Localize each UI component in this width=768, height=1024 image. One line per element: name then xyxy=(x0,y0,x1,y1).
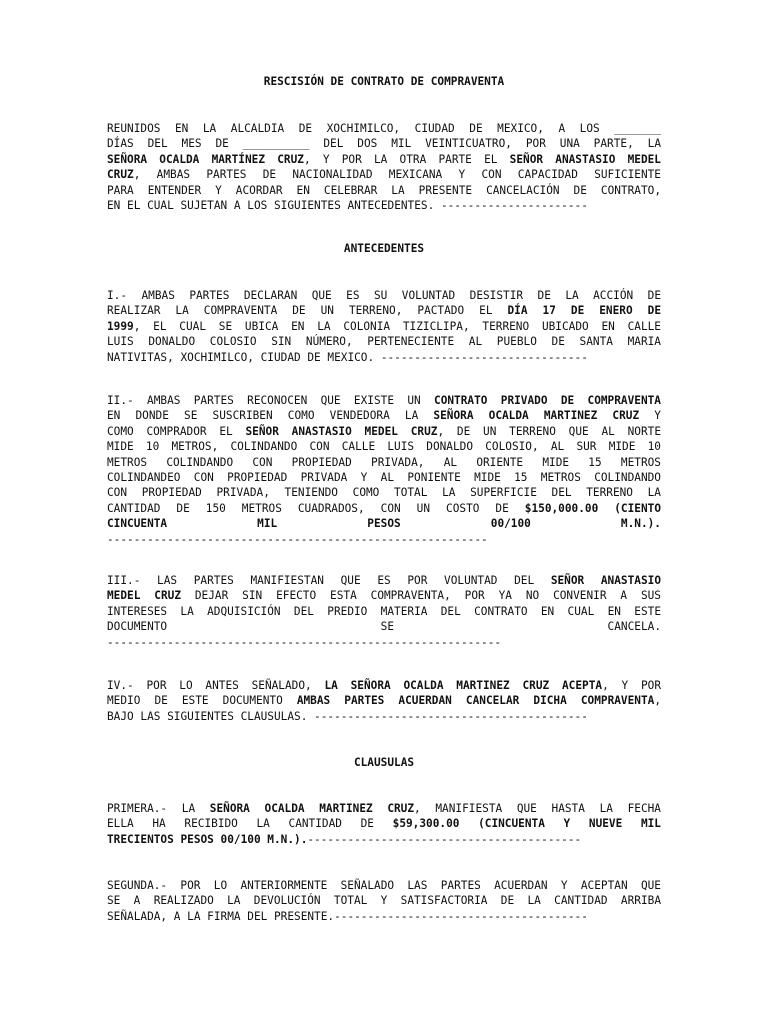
heading-antecedentes: ANTECEDENTES xyxy=(343,242,425,255)
text-run: MIDE 10 METROS, COLINDANDO CON CALLE LUIS DONALDO COLOSIO, AL SUR MIDE 10 xyxy=(107,440,661,454)
text-run: Y xyxy=(639,409,661,423)
paragraph-line xyxy=(107,198,661,213)
text-run: SEÑALADA, A LA FIRMA DEL PRESENTE.-------------------------------------- xyxy=(107,909,588,923)
bold-text: SEÑORA OCALDA MARTINEZ CRUZ xyxy=(433,409,640,423)
paragraph-line xyxy=(107,334,661,349)
text-run: I.- AMBAS PARTES DECLARAN QUE ES SU VOLUNTAD DESISTIR DE LA ACCIÓN DE xyxy=(107,289,661,302)
document-title: RESCISIÓN DE CONTRATO DE COMPRAVENTA xyxy=(263,75,505,88)
text-run: SEGUNDA.- POR LO ANTERIORMENTE SEÑALADO LAS PARTES ACUERDAN Y ACEPTAN QUE xyxy=(107,879,661,892)
paragraph-line xyxy=(107,288,661,303)
paragraph-line xyxy=(107,501,661,516)
text-run: IV.- POR LO ANTES SEÑALADO, xyxy=(107,679,325,692)
paragraph-line xyxy=(107,136,661,151)
bold-text: SEÑOR ANASTASIO MEDEL CRUZ xyxy=(245,424,438,438)
paragraph-line xyxy=(107,408,661,423)
clausula-segunda-paragraph xyxy=(107,878,661,924)
paragraph-line xyxy=(107,424,661,439)
text-run: , DE UN TERRENO QUE AL NORTE xyxy=(437,424,661,438)
paragraph-line xyxy=(107,455,661,470)
text-run: , xyxy=(654,694,662,708)
bold-text: AMBAS PARTES ACUERDAN CANCELAR DICHA COMPRAVENTA xyxy=(296,694,655,708)
paragraph-line xyxy=(107,878,661,893)
paragraph-line xyxy=(107,604,661,619)
paragraph-line xyxy=(107,439,661,454)
paragraph-line xyxy=(107,303,661,318)
paragraph-line xyxy=(107,573,661,588)
bold-text: SEÑOR ANASTASIO xyxy=(550,574,661,587)
bold-text: TRECIENTOS PESOS 00/100 M.N.). xyxy=(107,832,308,846)
heading-clausulas: CLAUSULAS xyxy=(353,756,415,769)
text-run: NATIVITAS, XOCHIMILCO, CIUDAD DE MEXICO. ------------------------------- xyxy=(107,350,588,364)
text-run: , Y POR LA OTRA PARTE EL xyxy=(303,152,510,166)
paragraph-line xyxy=(107,121,661,136)
paragraph-line xyxy=(107,152,661,167)
paragraph-line xyxy=(107,183,661,198)
text-run: DOCUMENTO SE CANCELA. xyxy=(107,620,661,634)
text-run: --------------------------------------------------------- xyxy=(107,532,488,546)
bold-text: SEÑOR ANASTASIO MEDEL xyxy=(509,152,661,166)
paragraph-line xyxy=(107,167,661,182)
paragraph-line xyxy=(107,678,661,693)
antecedente-2-paragraph xyxy=(107,393,661,547)
paragraph-line xyxy=(107,470,661,485)
paragraph-line xyxy=(107,532,661,547)
text-run: COMO COMPRADOR EL xyxy=(107,424,246,438)
bold-text: MEDEL CRUZ xyxy=(107,589,181,603)
bold-text: LA SEÑORA OCALDA MARTINEZ CRUZ ACEPTA xyxy=(324,679,603,692)
paragraph-line xyxy=(107,619,661,634)
paragraph-line xyxy=(107,393,661,408)
bold-text: CONTRATO PRIVADO DE COMPRAVENTA xyxy=(434,394,661,407)
paragraph-line xyxy=(107,485,661,500)
text-run: ELLA HA RECIBIDO LA CANTIDAD DE xyxy=(107,817,393,831)
text-run: CON PROPIEDAD PRIVADA, TENIENDO COMO TOTAL LA SUPERFICIE DEL TERRENO LA xyxy=(107,486,661,500)
bold-text: CINCUENTA MIL PESOS 00/100 M.N.). xyxy=(107,517,661,531)
antecedente-4-paragraph xyxy=(107,678,661,724)
text-run: , EL CUAL SE UBICA EN LA COLONIA TIZICLIPA, TERRENO UBICADO EN CALLE xyxy=(133,319,661,333)
bold-text: $150,000.00 (CIENTO xyxy=(524,501,661,515)
text-run: REUNIDOS EN LA ALCALDIA DE XOCHIMILCO, CIUDAD DE MEXICO, A LOS _______ xyxy=(107,122,661,135)
text-run: III.- LAS PARTES MANIFIESTAN QUE ES POR VOLUNTAD DEL xyxy=(107,574,551,587)
paragraph-line xyxy=(107,350,661,365)
text-run: EN EL CUAL SUJETAN A LOS SIGUIENTES ANTECEDENTES. ---------------------- xyxy=(107,198,588,212)
text-run: II.- AMBAS PARTES RECONOCEN QUE EXISTE UN xyxy=(107,394,435,407)
bold-text: SEÑORA OCALDA MARTÍNEZ CRUZ xyxy=(107,152,304,166)
text-run: ----------------------------------------- xyxy=(307,832,582,846)
text-run: ----------------------------------------------------------- xyxy=(107,635,502,649)
text-run: MEDIO DE ESTE DOCUMENTO xyxy=(107,694,297,708)
text-run: BAJO LAS SIGUIENTES CLAUSULAS. ----------------------------------------- xyxy=(107,709,588,723)
bold-text: DÍA 17 DE ENERO DE xyxy=(507,304,661,318)
text-run: PRIMERA.- LA xyxy=(107,802,210,815)
bold-text: $59,300.00 (CINCUENTA Y NUEVE MIL xyxy=(392,817,661,831)
paragraph-line xyxy=(107,801,661,816)
paragraph-line xyxy=(107,588,661,603)
text-run: METROS COLINDANDO CON PROPIEDAD PRIVADA, AL ORIENTE MIDE 15 METROS xyxy=(107,455,661,469)
antecedente-1-paragraph xyxy=(107,288,661,365)
text-run: DÍAS DEL MES DE __________ DEL DOS MIL VEINTICUATRO, POR UNA PARTE, LA xyxy=(107,137,661,151)
antecedente-3-paragraph xyxy=(107,573,661,650)
paragraph-line xyxy=(107,709,661,724)
intro-paragraph xyxy=(107,121,661,213)
paragraph-line xyxy=(107,516,661,531)
bold-text: SEÑORA OCALDA MARTINEZ CRUZ xyxy=(209,802,415,815)
text-run: LUIS DONALDO COLOSIO SIN NÚMERO, PERTENECIENTE AL PUEBLO DE SANTA MARIA xyxy=(107,335,661,349)
clausula-primera-paragraph xyxy=(107,801,661,847)
text-run: INTERESES LA ADQUISICIÓN DEL PREDIO MATERIA DEL CONTRATO EN CUAL EN ESTE xyxy=(107,604,661,618)
text-run: , AMBAS PARTES DE NACIONALIDAD MEXICANA Y CON CAPACIDAD SUFICIENTE xyxy=(133,168,661,182)
text-run: DEJAR SIN EFECTO ESTA COMPRAVENTA, POR YA NO CONVENIR A SUS xyxy=(181,589,661,603)
paragraph-line xyxy=(107,893,661,908)
paragraph-line xyxy=(107,635,661,650)
paragraph-line xyxy=(107,832,661,847)
text-run: , MANIFIESTA QUE HASTA LA FECHA xyxy=(414,802,661,815)
text-run: CANTIDAD DE 150 METROS CUADRADOS, CON UN COSTO DE xyxy=(107,501,525,515)
paragraph-line xyxy=(107,693,661,708)
text-run: REALIZAR LA COMPRAVENTA DE UN TERRENO, PACTADO EL xyxy=(107,304,508,318)
paragraph-line xyxy=(107,319,661,334)
paragraph-line xyxy=(107,909,661,924)
text-run: COLINDANDEO CON PROPIEDAD PRIVADA Y AL PONIENTE MIDE 15 METROS COLINDANDO xyxy=(107,470,661,484)
text-run: SE A REALIZADO LA DEVOLUCIÓN TOTAL Y SATISFACTORIA DE LA CANTIDAD ARRIBA xyxy=(107,894,661,908)
bold-text: CRUZ xyxy=(107,168,134,182)
text-run: PARA ENTENDER Y ACORDAR EN CELEBRAR LA PRESENTE CANCELACIÓN DE CONTRATO, xyxy=(107,183,661,197)
text-run: , Y POR xyxy=(602,679,661,692)
paragraph-line xyxy=(107,816,661,831)
text-run: EN DONDE SE SUSCRIBEN COMO VENDEDORA LA xyxy=(107,409,434,423)
bold-text: 1999 xyxy=(107,319,134,333)
